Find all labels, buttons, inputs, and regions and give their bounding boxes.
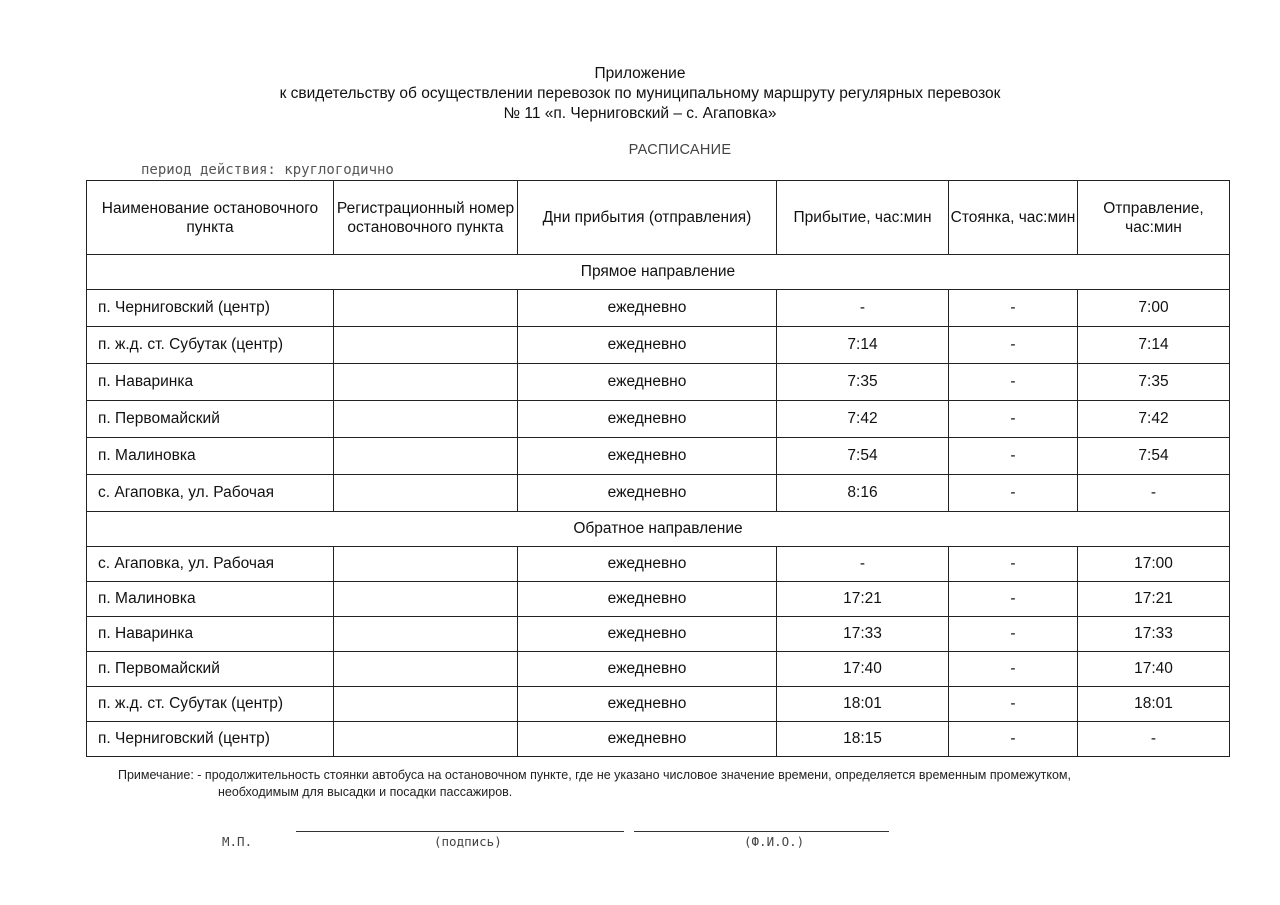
departure-cell: 7:54 bbox=[1078, 438, 1230, 475]
table-row bbox=[87, 722, 1230, 757]
validity-period: период действия: круглогодично bbox=[141, 162, 394, 178]
stop-name-cell: п. Малиновка bbox=[87, 438, 334, 475]
reg-number-cell bbox=[334, 582, 518, 617]
reg-number-cell bbox=[334, 722, 518, 757]
table-row bbox=[87, 327, 1230, 364]
arrival-cell: 8:16 bbox=[777, 475, 949, 512]
days-cell: ежедневно bbox=[518, 290, 777, 327]
column-header-stop-duration: Стоянка, час:мин bbox=[949, 181, 1078, 255]
column-header-days: Дни прибытия (отправления) bbox=[518, 181, 777, 255]
column-header-reg-number: Регистрационный номер остановочного пункта bbox=[334, 181, 518, 255]
header-route-line: № 11 «п. Черниговский – с. Агаповка» bbox=[503, 105, 777, 122]
stop-name-cell: п. Черниговский (центр) bbox=[87, 722, 334, 757]
days-cell: ежедневно bbox=[518, 364, 777, 401]
signature-label: (подпись) bbox=[434, 834, 502, 849]
table-body bbox=[87, 255, 1230, 757]
stop-name-cell: с. Агаповка, ул. Рабочая bbox=[87, 547, 334, 582]
reg-number-cell bbox=[334, 438, 518, 475]
days-cell: ежедневно bbox=[518, 722, 777, 757]
arrival-cell: - bbox=[777, 547, 949, 582]
reg-number-cell bbox=[334, 617, 518, 652]
departure-cell: 7:14 bbox=[1078, 327, 1230, 364]
header-appendix-title: Приложение bbox=[594, 65, 686, 82]
stop-name-cell: п. Первомайский bbox=[87, 652, 334, 687]
stop-duration-cell: - bbox=[949, 290, 1078, 327]
column-header-stop-name: Наименование остановочного пункта bbox=[87, 181, 334, 255]
stop-name-cell: с. Агаповка, ул. Рабочая bbox=[87, 475, 334, 512]
reg-number-cell bbox=[334, 652, 518, 687]
backward-direction-header bbox=[87, 512, 1230, 547]
days-cell: ежедневно bbox=[518, 652, 777, 687]
reg-number-cell bbox=[334, 687, 518, 722]
arrival-cell: - bbox=[777, 290, 949, 327]
forward-direction-header bbox=[87, 255, 1230, 290]
days-cell: ежедневно bbox=[518, 687, 777, 722]
footnote-line-2: необходимым для высадки и посадки пассажиров. bbox=[218, 785, 513, 799]
stop-duration-cell: - bbox=[949, 547, 1078, 582]
departure-cell: 17:21 bbox=[1078, 582, 1230, 617]
reg-number-cell bbox=[334, 401, 518, 438]
table-header-row bbox=[87, 181, 1230, 255]
schedule-table bbox=[86, 180, 1230, 757]
document-header bbox=[0, 64, 1280, 124]
stop-duration-cell: - bbox=[949, 364, 1078, 401]
name-line bbox=[634, 831, 889, 832]
signature-line bbox=[296, 831, 624, 832]
arrival-cell: 18:01 bbox=[777, 687, 949, 722]
departure-cell: - bbox=[1078, 475, 1230, 512]
full-name-label: (Ф.И.О.) bbox=[744, 834, 805, 849]
departure-cell: 18:01 bbox=[1078, 687, 1230, 722]
stop-name-cell: п. Малиновка bbox=[87, 582, 334, 617]
direction-title: Обратное направление bbox=[87, 512, 1230, 547]
table-row bbox=[87, 364, 1230, 401]
stop-duration-cell: - bbox=[949, 582, 1078, 617]
stop-name-cell: п. Черниговский (центр) bbox=[87, 290, 334, 327]
stop-duration-cell: - bbox=[949, 327, 1078, 364]
schedule-title: РАСПИСАНИЕ bbox=[628, 142, 732, 158]
reg-number-cell bbox=[334, 475, 518, 512]
table-row bbox=[87, 617, 1230, 652]
stop-duration-cell: - bbox=[949, 617, 1078, 652]
header-certificate-line: к свидетельству об осуществлении перевозок по муниципальному маршруту регулярных перевозок bbox=[279, 85, 1001, 102]
stop-name-cell: п. Наваринка bbox=[87, 364, 334, 401]
footnote bbox=[118, 767, 1071, 801]
direction-title: Прямое направление bbox=[87, 255, 1230, 290]
departure-cell: 17:40 bbox=[1078, 652, 1230, 687]
stop-duration-cell: - bbox=[949, 438, 1078, 475]
reg-number-cell bbox=[334, 290, 518, 327]
stop-duration-cell: - bbox=[949, 722, 1078, 757]
days-cell: ежедневно bbox=[518, 547, 777, 582]
arrival-cell: 7:42 bbox=[777, 401, 949, 438]
days-cell: ежедневно bbox=[518, 582, 777, 617]
days-cell: ежедневно bbox=[518, 617, 777, 652]
departure-cell: 7:42 bbox=[1078, 401, 1230, 438]
table-row bbox=[87, 401, 1230, 438]
departure-cell: - bbox=[1078, 722, 1230, 757]
arrival-cell: 7:14 bbox=[777, 327, 949, 364]
arrival-cell: 18:15 bbox=[777, 722, 949, 757]
arrival-cell: 17:21 bbox=[777, 582, 949, 617]
stop-name-cell: п. Первомайский bbox=[87, 401, 334, 438]
stamp-label: М.П. bbox=[222, 834, 253, 849]
stop-duration-cell: - bbox=[949, 401, 1078, 438]
arrival-cell: 17:40 bbox=[777, 652, 949, 687]
days-cell: ежедневно bbox=[518, 475, 777, 512]
days-cell: ежедневно bbox=[518, 327, 777, 364]
reg-number-cell bbox=[334, 547, 518, 582]
stop-name-cell: п. Наваринка bbox=[87, 617, 334, 652]
table-row bbox=[87, 582, 1230, 617]
departure-cell: 7:00 bbox=[1078, 290, 1230, 327]
departure-cell: 17:00 bbox=[1078, 547, 1230, 582]
table-row bbox=[87, 547, 1230, 582]
table-row bbox=[87, 438, 1230, 475]
departure-cell: 17:33 bbox=[1078, 617, 1230, 652]
footnote-line-1: Примечание: - продолжительность стоянки автобуса на остановочном пункте, где не указано числовое значение времени, определяется временным промежутком, bbox=[118, 768, 1071, 782]
stop-name-cell: п. ж.д. ст. Субутак (центр) bbox=[87, 687, 334, 722]
column-header-departure: Отправление, час:мин bbox=[1078, 181, 1230, 255]
days-cell: ежедневно bbox=[518, 438, 777, 475]
stop-name-cell: п. ж.д. ст. Субутак (центр) bbox=[87, 327, 334, 364]
arrival-cell: 17:33 bbox=[777, 617, 949, 652]
reg-number-cell bbox=[334, 364, 518, 401]
reg-number-cell bbox=[334, 327, 518, 364]
stop-duration-cell: - bbox=[949, 687, 1078, 722]
stop-duration-cell: - bbox=[949, 475, 1078, 512]
departure-cell: 7:35 bbox=[1078, 364, 1230, 401]
stop-duration-cell: - bbox=[949, 652, 1078, 687]
table-row bbox=[87, 687, 1230, 722]
column-header-arrival: Прибытие, час:мин bbox=[777, 181, 949, 255]
arrival-cell: 7:54 bbox=[777, 438, 949, 475]
days-cell: ежедневно bbox=[518, 401, 777, 438]
table-row bbox=[87, 652, 1230, 687]
table-row bbox=[87, 475, 1230, 512]
table-row bbox=[87, 290, 1230, 327]
arrival-cell: 7:35 bbox=[777, 364, 949, 401]
